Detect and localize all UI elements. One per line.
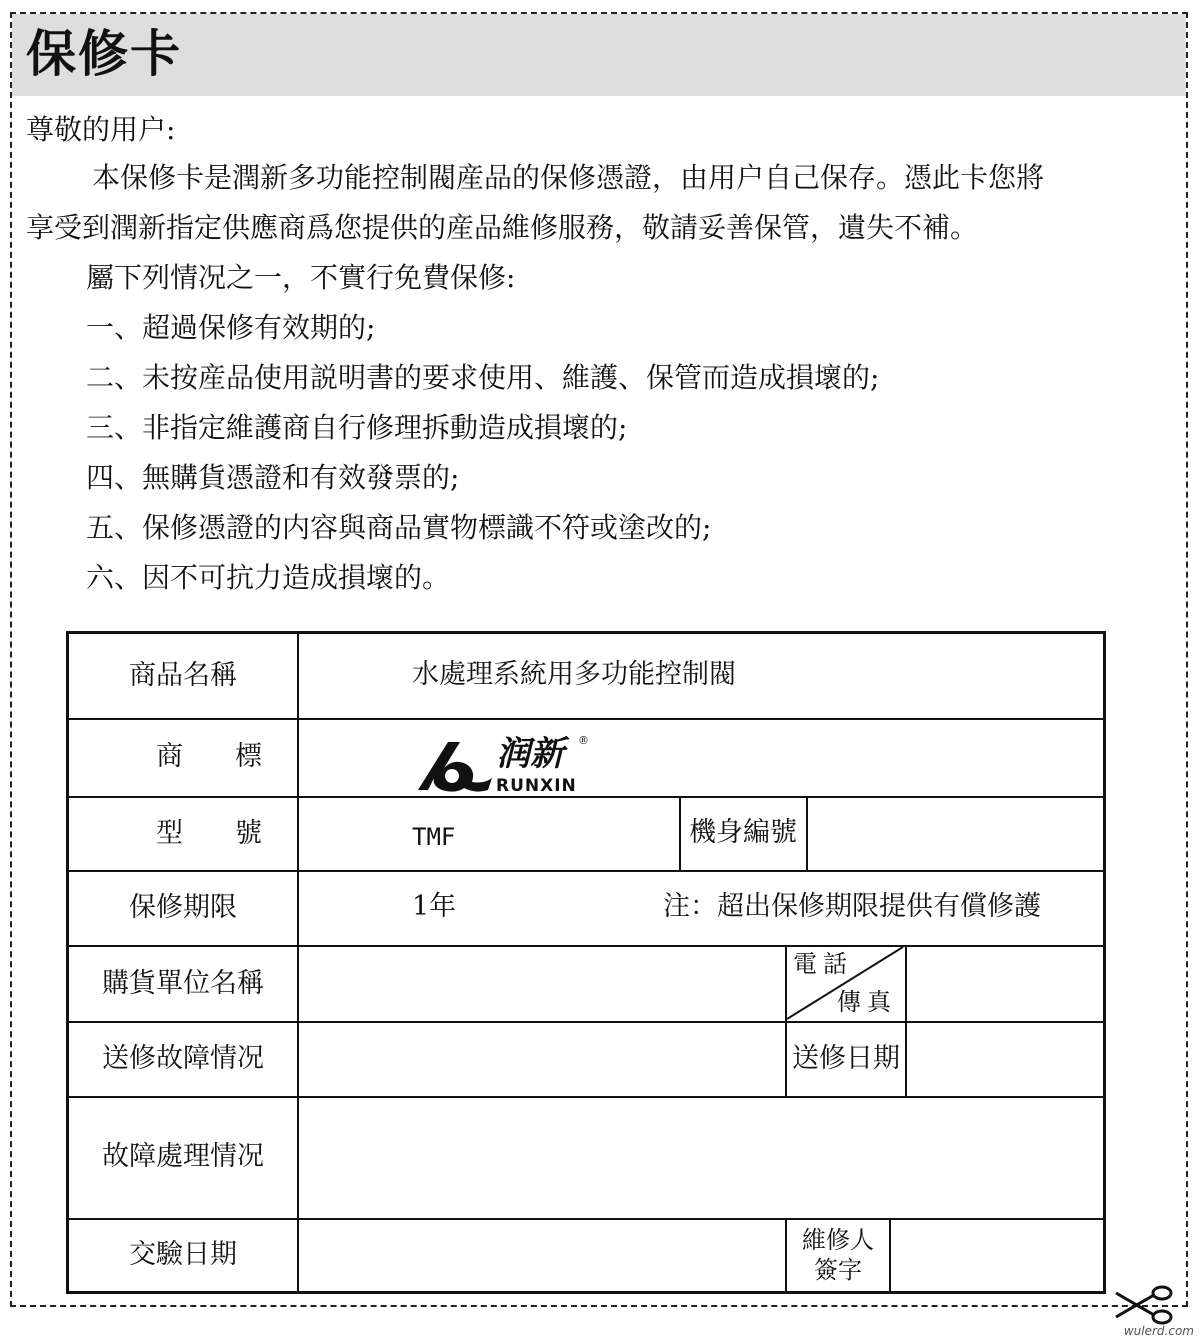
delivery-date-label: 交驗日期 [129, 1239, 237, 1270]
row-divider [69, 870, 1103, 872]
warranty-label: 保修期限 [129, 892, 237, 923]
product-name-label: 商品名稱 [129, 660, 237, 691]
exclusion-item: 三、非指定維護商自行修理拆動造成損壞的; [86, 411, 628, 444]
brand-en: RUNXIN [496, 776, 577, 796]
row-divider [69, 718, 1103, 720]
exclusion-item: 四、無購貨憑證和有效發票的; [86, 461, 460, 494]
row-divider [69, 945, 1103, 947]
fax-label: 傳真 [837, 988, 897, 1016]
greeting: 尊敬的用户: [26, 113, 176, 146]
repair-date-label: 送修日期 [792, 1043, 900, 1074]
model-label: 型號 [156, 818, 314, 849]
runxin-emblem-icon [414, 734, 494, 798]
intro-paragraph-line-2: 享受到潤新指定供應商爲您提供的産品維修服務，敬請妥善保管，遺失不補。 [26, 211, 979, 244]
row-divider [69, 1218, 1103, 1220]
warranty-card [10, 12, 1188, 1307]
exclusion-item: 五、保修憑證的内容與商品實物標識不符或塗改的; [86, 511, 712, 544]
title-bar [12, 14, 1186, 96]
brand-cn: 润新 [496, 734, 564, 774]
exclusion-intro: 屬下列情况之一，不實行免費保修: [86, 261, 516, 294]
technician-label-line-2: 簽字 [814, 1256, 862, 1284]
serial-label: 機身編號 [689, 817, 797, 848]
row-divider [69, 1096, 1103, 1098]
exclusion-item: 一、超過保修有效期的; [86, 311, 376, 344]
exclusion-item: 二、未按産品使用説明書的要求使用、維護、保管而造成損壞的; [86, 361, 880, 394]
watermark: wulerd.com [1123, 1324, 1194, 1338]
fault-label: 送修故障情况 [102, 1043, 264, 1074]
technician-label-line-1: 維修人 [802, 1226, 874, 1254]
column-divider [889, 1218, 891, 1291]
product-name-value: 水處理系統用多功能控制閥 [412, 659, 736, 690]
intro-paragraph-line-1: 本保修卡是潤新多功能控制閥産品的保修憑證，由用户自己保存。憑此卡您將 [92, 161, 1045, 194]
column-divider [297, 634, 299, 1291]
registered-mark: ® [578, 734, 589, 747]
model-value: TMF [412, 823, 456, 851]
warranty-note: 注：超出保修期限提供有償修護 [663, 891, 1041, 922]
row-divider [69, 1021, 1103, 1023]
runxin-logo [414, 734, 594, 798]
exclusion-item: 六、因不可抗力造成損壞的。 [86, 561, 451, 594]
column-divider [806, 796, 808, 870]
phone-label: 電話 [793, 950, 853, 978]
handling-label: 故障處理情况 [102, 1141, 264, 1172]
dealer-label: 購貨單位名稱 [102, 968, 264, 999]
warranty-value: 1年 [412, 891, 457, 922]
page-title: 保修卡 [26, 25, 182, 83]
scissors-icon [1114, 1285, 1174, 1325]
warranty-table [66, 631, 1106, 1294]
trademark-label: 商標 [156, 741, 314, 772]
column-divider [905, 945, 907, 1096]
